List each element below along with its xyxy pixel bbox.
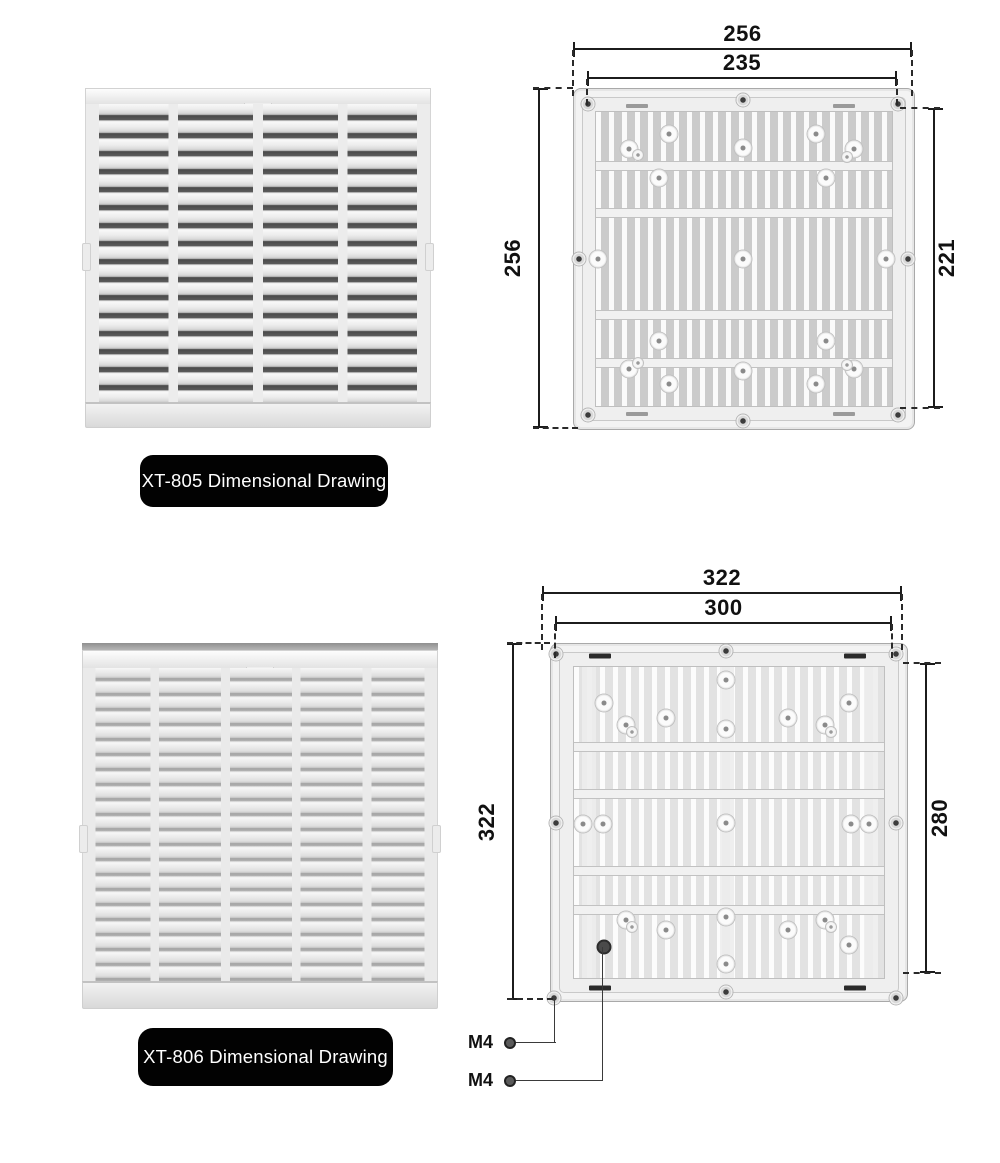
screw-boss xyxy=(808,376,825,393)
grille-top-strip xyxy=(82,643,438,650)
xt806-label xyxy=(138,1028,393,1086)
grid-rail xyxy=(574,742,884,752)
grid-rail xyxy=(574,789,884,799)
extension-line xyxy=(572,50,574,96)
xt805-back-drawing xyxy=(573,88,915,430)
dim-inner-width-label: 235 xyxy=(722,50,762,75)
grid-rail xyxy=(596,161,892,171)
extension-line xyxy=(911,50,913,96)
m4-callout-label: M4 xyxy=(468,1070,494,1090)
mounting-screw xyxy=(550,817,563,830)
screw-boss xyxy=(651,333,668,350)
leader-line xyxy=(516,1080,603,1081)
grille-base xyxy=(85,402,431,428)
screw-boss-small xyxy=(826,727,836,737)
grille-side-clip xyxy=(79,825,88,853)
screw-boss xyxy=(718,956,735,973)
screw-boss-small xyxy=(627,727,637,737)
mounting-screw xyxy=(902,253,915,266)
dim-left-height-line xyxy=(512,643,514,1000)
grille-base xyxy=(82,981,438,1009)
grille-side-clip xyxy=(432,825,441,853)
screw-boss-small xyxy=(633,150,643,160)
extension-line xyxy=(533,427,578,429)
screw-boss xyxy=(735,140,752,157)
m4-callout-label: M4 xyxy=(468,1032,494,1052)
screw-boss xyxy=(575,816,592,833)
clip-tab xyxy=(589,654,611,659)
m4-hole-marker xyxy=(599,942,610,953)
screw-boss xyxy=(718,721,735,738)
screw-boss xyxy=(661,376,678,393)
dim-outer-width-label: 322 xyxy=(702,565,742,590)
grid-rail xyxy=(596,208,892,218)
screw-boss xyxy=(595,816,612,833)
screw-boss xyxy=(780,710,797,727)
xt805-label xyxy=(140,455,388,507)
screw-boss xyxy=(735,363,752,380)
mounting-screw xyxy=(582,98,595,111)
mounting-screw xyxy=(737,415,750,428)
extension-line xyxy=(900,107,940,109)
screw-boss-small xyxy=(826,922,836,932)
extension-line xyxy=(507,998,553,1000)
screw-boss xyxy=(735,251,752,268)
mounting-screw xyxy=(573,253,586,266)
screw-boss xyxy=(596,695,613,712)
extension-line xyxy=(507,642,550,644)
m4-callout-dot xyxy=(504,1075,516,1087)
mounting-screw xyxy=(550,648,563,661)
screw-boss xyxy=(818,333,835,350)
screw-boss xyxy=(658,922,675,939)
clip-tab xyxy=(844,654,866,659)
leader-line xyxy=(516,1042,556,1043)
dim-inner-width-line xyxy=(555,622,892,624)
screw-boss xyxy=(818,170,835,187)
screw-boss xyxy=(780,922,797,939)
screw-boss xyxy=(861,816,878,833)
dim-inner-width-label: 300 xyxy=(704,595,743,620)
xt805-front-photo xyxy=(85,88,431,428)
extension-line xyxy=(903,662,941,664)
mounting-screw xyxy=(890,817,903,830)
xt806-back-drawing xyxy=(550,643,908,1002)
clip-tab xyxy=(626,104,648,108)
screw-boss xyxy=(590,251,607,268)
grille-side-clip xyxy=(82,243,91,271)
clip-tab xyxy=(589,986,611,991)
mounting-screw xyxy=(720,645,733,658)
grid-rail xyxy=(596,310,892,320)
screw-boss xyxy=(718,815,735,832)
dim-right-height-label: 221 xyxy=(934,238,959,278)
extension-line xyxy=(891,624,893,658)
mounting-screw xyxy=(582,409,595,422)
screw-boss-small xyxy=(842,152,852,162)
xt805-label-text: XT-805 Dimensional Drawing xyxy=(141,470,387,491)
xt806-front-photo xyxy=(82,643,438,1009)
extension-line xyxy=(896,79,898,105)
screw-boss xyxy=(841,695,858,712)
extension-line xyxy=(901,594,903,650)
mounting-screw xyxy=(892,409,905,422)
grille-louvers xyxy=(85,104,431,405)
grille-side-clip xyxy=(425,243,434,271)
screw-boss-small xyxy=(842,360,852,370)
clip-tab xyxy=(844,986,866,991)
grid-rail xyxy=(574,866,884,876)
clip-tab xyxy=(833,104,855,108)
extension-line xyxy=(533,87,573,89)
screw-boss xyxy=(841,937,858,954)
dim-left-height-label: 322 xyxy=(474,802,499,842)
extension-line xyxy=(900,407,940,409)
clip-tab xyxy=(626,412,648,416)
screw-boss xyxy=(843,816,860,833)
m4-callout-dot xyxy=(504,1037,516,1049)
dim-left-height-line xyxy=(538,88,540,428)
screw-boss xyxy=(718,672,735,689)
mounting-screw xyxy=(720,986,733,999)
dim-inner-width-line xyxy=(587,77,897,79)
mounting-screw xyxy=(890,992,903,1005)
clip-tab xyxy=(833,412,855,416)
xt806-label-text: XT-806 Dimensional Drawing xyxy=(143,1046,388,1067)
screw-boss xyxy=(658,710,675,727)
dim-outer-width-label: 256 xyxy=(723,21,762,46)
screw-boss xyxy=(661,126,678,143)
screw-boss xyxy=(808,126,825,143)
dim-left-height-label: 256 xyxy=(500,238,525,278)
dim-right-height-label: 280 xyxy=(927,798,952,838)
leader-line xyxy=(554,1000,555,1043)
grille-louvers xyxy=(82,668,438,984)
mounting-screw xyxy=(737,94,750,107)
extension-line xyxy=(554,624,556,658)
screw-boss xyxy=(651,170,668,187)
screw-boss xyxy=(718,909,735,926)
screw-boss-small xyxy=(633,358,643,368)
extension-line xyxy=(903,972,941,974)
screw-boss xyxy=(878,251,895,268)
extension-line xyxy=(586,79,588,105)
dim-outer-width-line xyxy=(542,592,902,594)
screw-boss-small xyxy=(627,922,637,932)
leader-line xyxy=(602,947,603,1081)
